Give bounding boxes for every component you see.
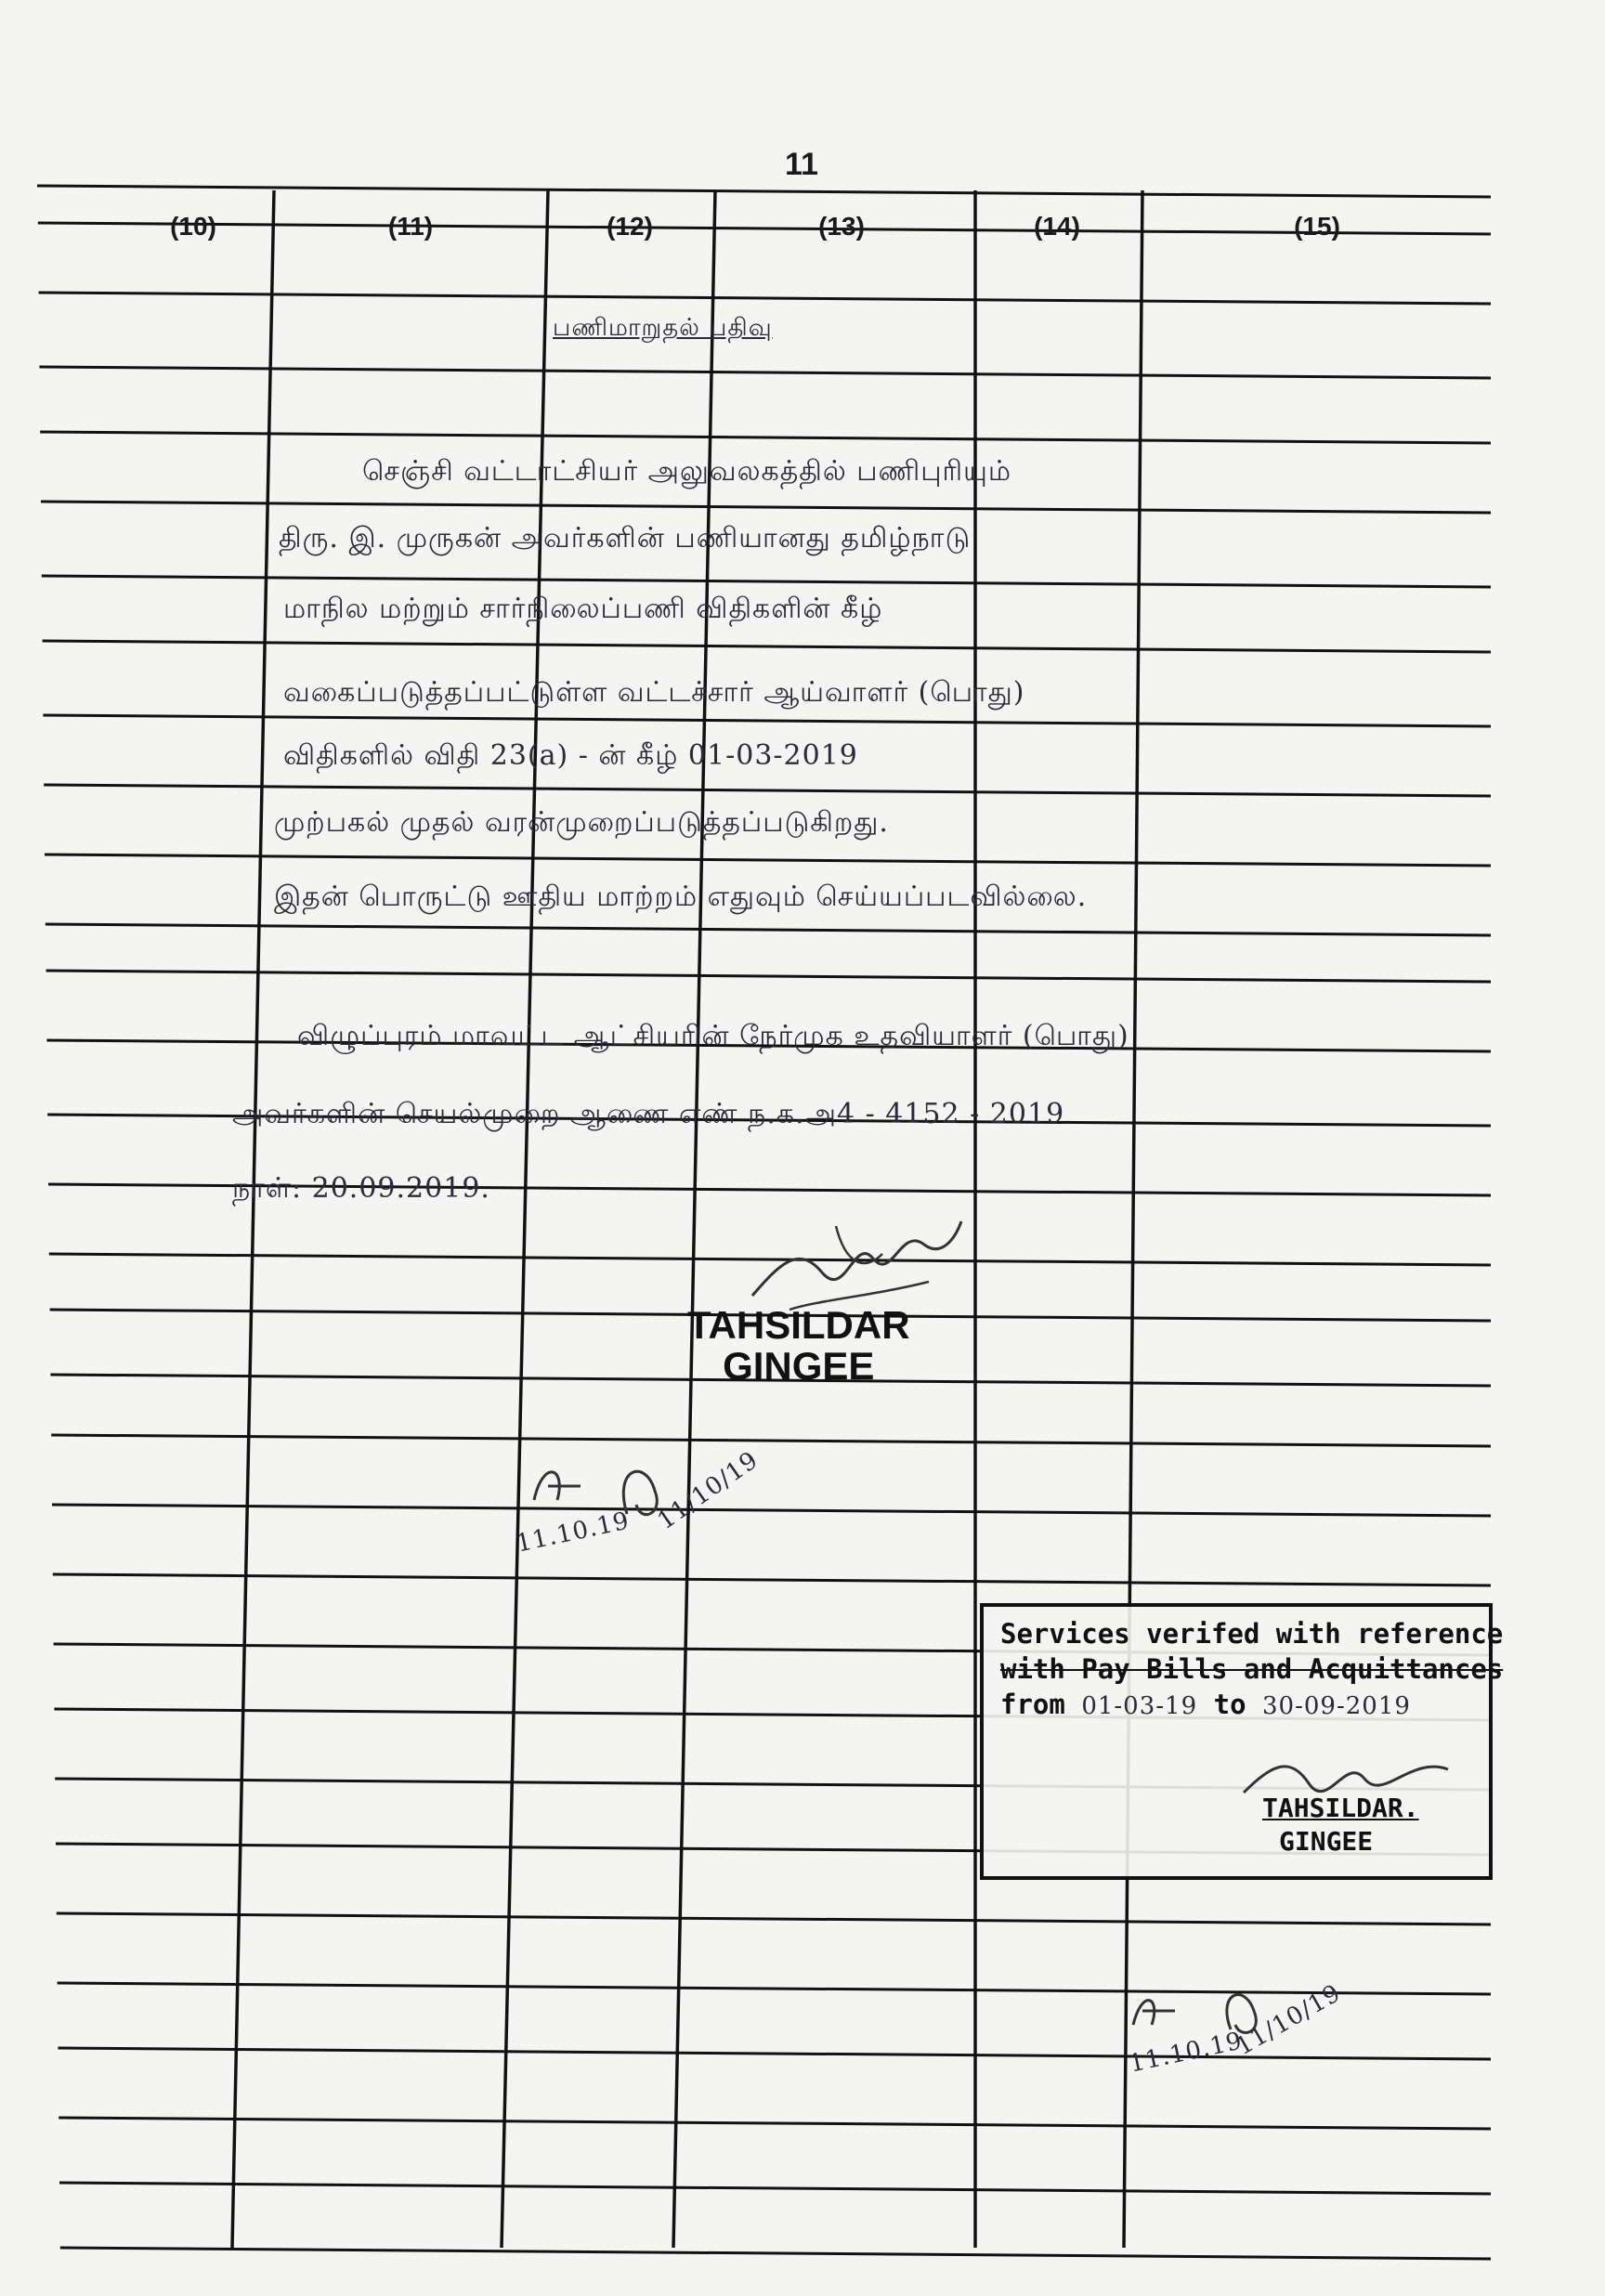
entry-heading: பணிமாறுதல் பதிவு [553, 314, 773, 342]
entry-line-3: மாநில மற்றும் சார்நிலைப்பணி விதிகளின் கீழ் [283, 593, 883, 625]
entry-line-9: அவர்களின் செயல்முறை ஆணை எண் ந.க.அ4 - 4152 - 2019 [232, 1098, 1065, 1130]
entry-line-7: இதன் பொருட்டு ஊதிய மாற்றம் எதுவும் செய்யப்படவில்லை. [274, 881, 1088, 913]
verification-line-2: with Pay Bills and Acquittances [1000, 1653, 1504, 1685]
column-rule [502, 190, 548, 2248]
ruled-line [59, 2183, 1491, 2194]
ruled-line [41, 502, 1491, 513]
column-header-15: (15) [1294, 212, 1340, 241]
ruled-line [43, 641, 1491, 652]
column-header-11: (11) [387, 212, 434, 241]
ruled-line [52, 1505, 1491, 1516]
initials-date-2b: 11/10/19 [1231, 1978, 1346, 2062]
verification-stamp [980, 1603, 1504, 1880]
column-header-12: (12) [607, 212, 653, 241]
stamp-line-1: TAHSILDAR [687, 1303, 910, 1347]
ruled-line [46, 924, 1491, 935]
verification-stamp-line-1: TAHSILDAR. [1262, 1793, 1419, 1823]
verification-stamp-line-2: GINGEE [1279, 1826, 1374, 1857]
verification-from-date: 01-03-19 [1081, 1692, 1198, 1720]
stamp-line-2: GINGEE [723, 1344, 875, 1389]
verification-to-label: to [1213, 1689, 1246, 1720]
entry-line-2: திரு. இ. முருகன் அவர்களின் பணியானது தமிழ்நாடு [279, 522, 972, 554]
ruled-line [59, 2118, 1491, 2129]
ruled-line [57, 1913, 1491, 1924]
entry-line-10: நாள்: 20.09.2019. [232, 1172, 490, 1205]
column-header-13: (13) [818, 212, 865, 241]
ruled-line [38, 223, 1491, 234]
entry-line-5: விதிகளில் விதி 23(a) - ன் கீழ் 01-03-2019 [283, 739, 858, 772]
ruled-line [37, 186, 1491, 197]
verification-from-label: from [1000, 1689, 1065, 1720]
initials-date-2: 11.10.19 [1127, 2027, 1246, 2079]
ruled-line [46, 971, 1491, 982]
initials-date-1b: 11/10/19 [652, 1445, 764, 1536]
column-header-14: (14) [1034, 212, 1080, 241]
column-header-10: (10) [170, 212, 216, 241]
entry-line-8: விழுப்புரம் மாவட்ட ஆட்சியரின் நேர்முக உதவியாளர் (பொது) [297, 1020, 1129, 1052]
ruled-line [39, 293, 1491, 304]
page-number: 11 [785, 147, 818, 182]
ruled-line [53, 1574, 1491, 1585]
ruled-line [51, 1435, 1491, 1446]
ruled-line [40, 432, 1491, 443]
ruled-line [42, 576, 1491, 587]
ruled-line [39, 367, 1491, 378]
column-rule [673, 190, 715, 2248]
verification-line-1: Services verifed with reference [1000, 1618, 1504, 1650]
column-rule [232, 190, 274, 2248]
verification-to-date: 30-09-2019 [1262, 1692, 1411, 1720]
ruled-line [43, 715, 1491, 726]
verification-line-3 [1000, 1689, 1411, 1720]
entry-line-6: முற்பகல் முதல் வரன்முறைப்படுத்தப்படுகிறது. [274, 806, 889, 839]
initials-date-1: 11.10.19 [514, 1507, 633, 1559]
tahsildar-stamp [687, 1305, 910, 1387]
entry-line-1: செஞ்சி வட்டாட்சியர் அலுவலகத்தில் பணிபுரியும் [362, 455, 1011, 488]
entry-line-4: வகைப்படுத்தப்பட்டுள்ள வட்டச்சார் ஆய்வாளர் (பொது) [283, 676, 1025, 709]
column-rule [1124, 190, 1142, 2248]
ruled-line [60, 2248, 1491, 2259]
